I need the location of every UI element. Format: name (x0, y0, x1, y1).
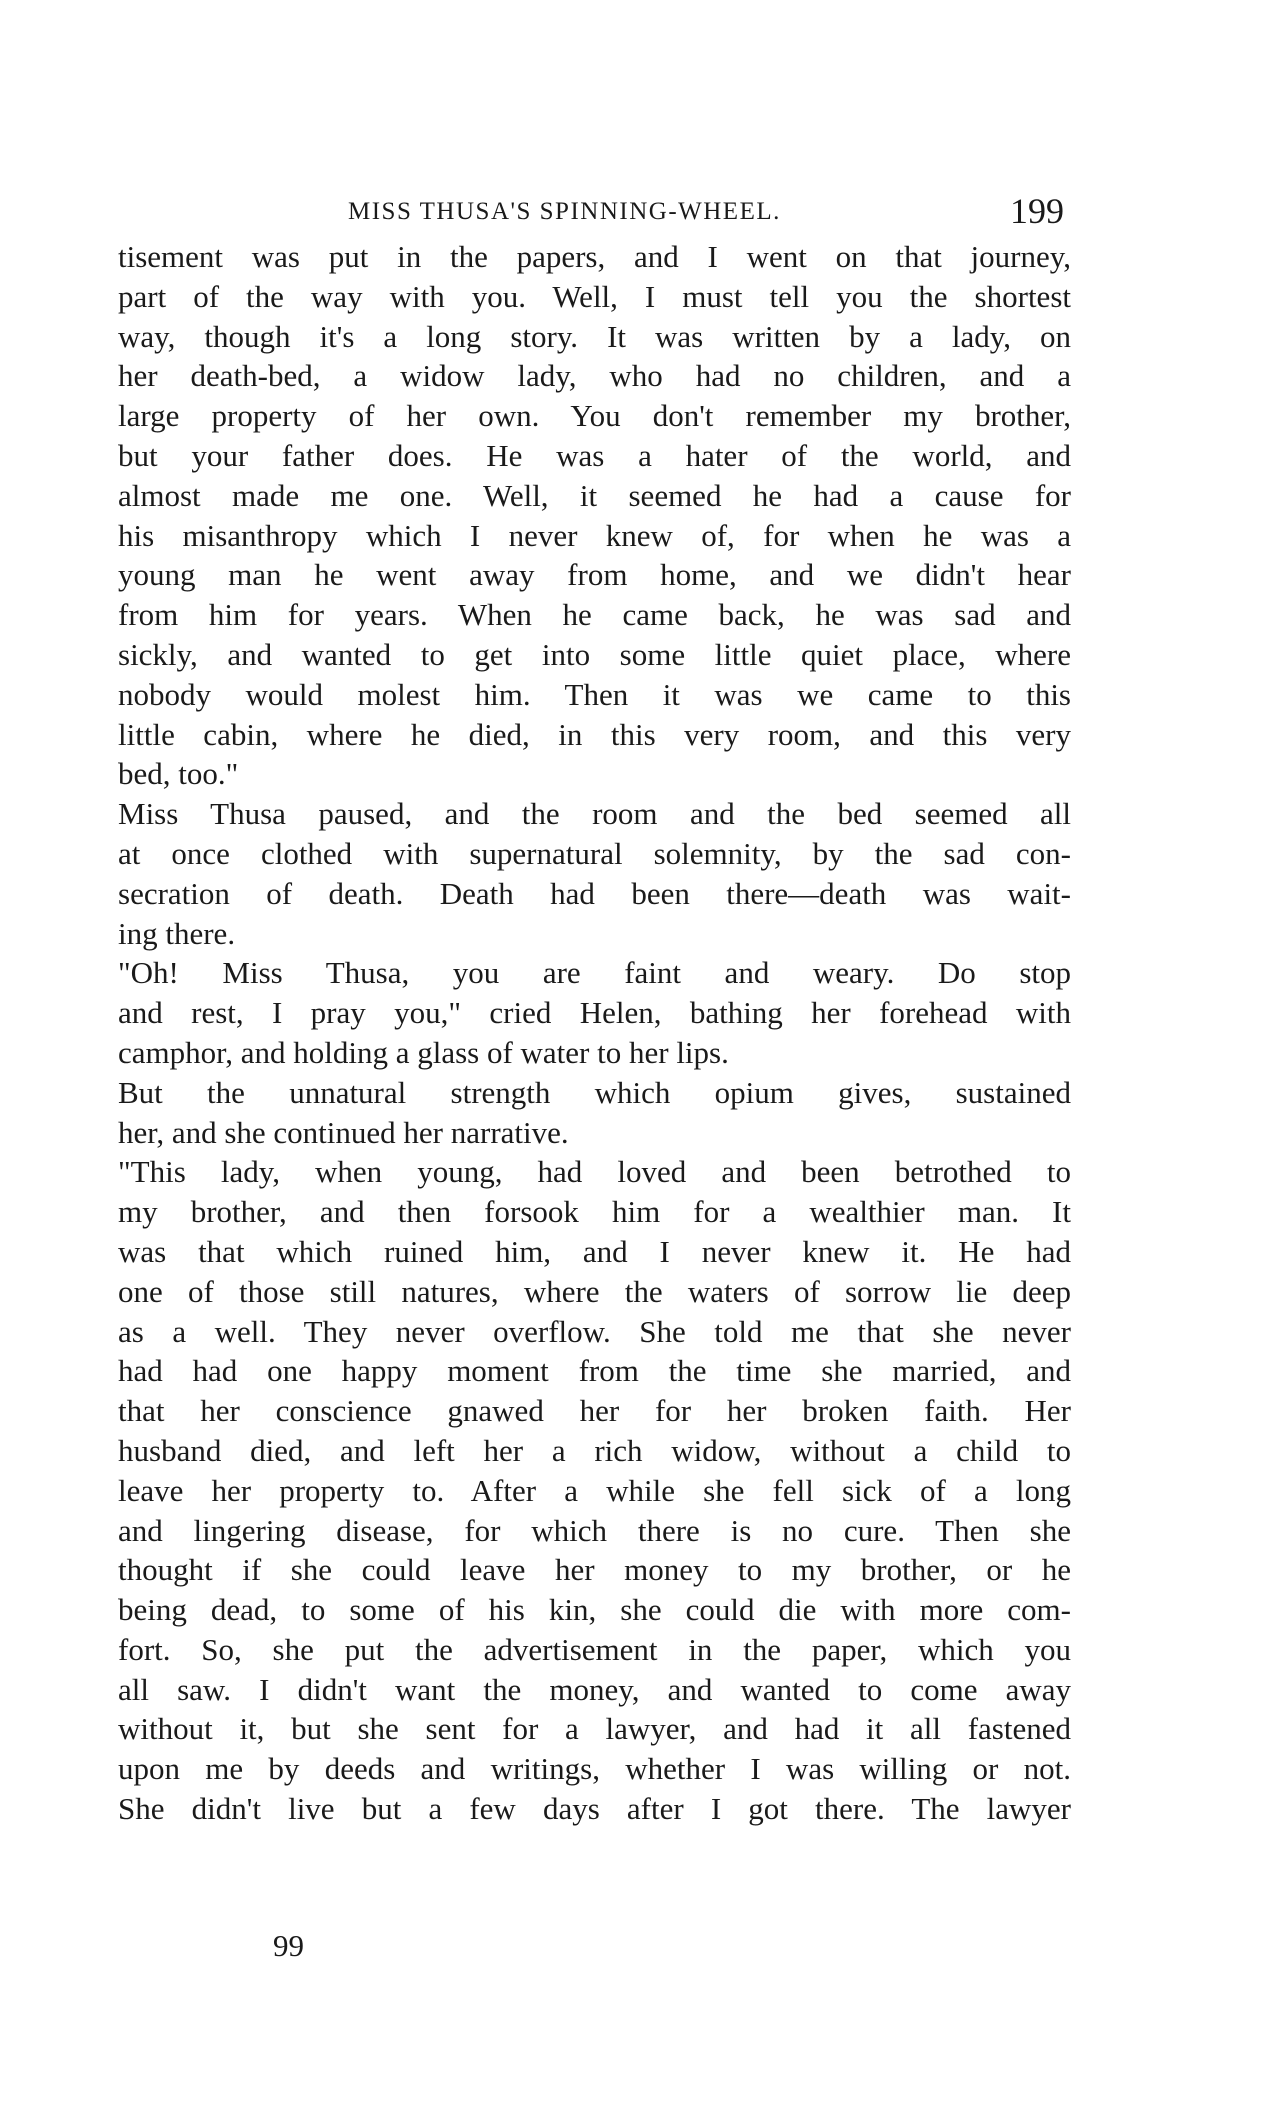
page-number: 199 (1010, 191, 1064, 231)
text-line: tisement was put in the papers, and I went on that journey, (118, 239, 1071, 274)
text-line: "This lady, when young, had loved and been betrothed to (118, 1154, 1071, 1190)
text-line: from him for years. When he came back, he was sad and (118, 597, 1071, 633)
text-line: without it, but she sent for a lawyer, and had it all fastened (118, 1711, 1071, 1747)
text-line: my brother, and then forsook him for a wealthier man. It (118, 1194, 1071, 1230)
text-line: being dead, to some of his kin, she could die with more com- (118, 1592, 1071, 1628)
text-line: But the unnatural strength which opium gives, sustained (118, 1074, 1071, 1110)
text-line: large property of her own. You don't remember my brother, (118, 398, 1071, 434)
text-line: all saw. I didn't want the money, and wanted to come away (118, 1671, 1071, 1707)
text-line: upon me by deeds and writings, whether I was willing or not. (118, 1751, 1071, 1787)
text-line: ing there. (118, 915, 236, 951)
text-line: Miss Thusa paused, and the room and the bed seemed all (118, 796, 1071, 832)
signature-mark: 99 (273, 1928, 304, 1963)
text-line: that her conscience gnawed her for her broken faith. Her (118, 1393, 1071, 1429)
text-line: her death-bed, a widow lady, who had no children, and a (118, 358, 1071, 394)
text-line: young man he went away from home, and we didn't hear (118, 557, 1071, 593)
text-line: one of those still natures, where the waters of sorrow lie deep (118, 1273, 1071, 1309)
text-line: and lingering disease, for which there is no cure. Then she (118, 1512, 1071, 1548)
text-line: husband died, and left her a rich widow, without a child to (118, 1432, 1071, 1468)
text-line: She didn't live but a few days after I got there. The lawyer (118, 1791, 1071, 1827)
running-head-title: MISS THUSA'S SPINNING-WHEEL. (348, 198, 781, 225)
text-line: his misanthropy which I never knew of, for when he was a (118, 517, 1071, 553)
text-line: was that which ruined him, and I never knew it. He had (118, 1233, 1071, 1269)
body-text (118, 237, 1071, 1829)
text-line: at once clothed with supernatural solemnity, by the sad con- (118, 835, 1071, 871)
text-line: camphor, and holding a glass of water to her lips. (118, 1034, 729, 1070)
text-line: almost made me one. Well, it seemed he had a cause for (118, 477, 1071, 513)
text-line: but your father does. He was a hater of the world, and (118, 437, 1071, 473)
text-line: little cabin, where he died, in this very room, and this very (118, 716, 1071, 752)
text-line: way, though it's a long story. It was written by a lady, on (118, 318, 1071, 354)
text-line: part of the way with you. Well, I must tell you the shortest (118, 278, 1071, 314)
text-line: fort. So, she put the advertisement in the paper, which you (118, 1631, 1071, 1667)
text-line: bed, too." (118, 756, 239, 792)
text-line: thought if she could leave her money to my brother, or he (118, 1552, 1071, 1588)
text-line: "Oh! Miss Thusa, you are faint and weary. Do stop (118, 955, 1071, 991)
text-line: leave her property to. After a while she fell sick of a long (118, 1472, 1071, 1508)
text-line: as a well. They never overflow. She told me that she never (118, 1313, 1071, 1349)
text-line: nobody would molest him. Then it was we came to this (118, 676, 1071, 712)
text-line: her, and she continued her narrative. (118, 1114, 569, 1150)
text-line: sickly, and wanted to get into some little quiet place, where (118, 636, 1071, 672)
text-line: had had one happy moment from the time she married, and (118, 1353, 1071, 1389)
text-line: secration of death. Death had been there—death was wait- (118, 875, 1071, 911)
text-line: and rest, I pray you," cried Helen, bathing her forehead with (118, 995, 1071, 1031)
